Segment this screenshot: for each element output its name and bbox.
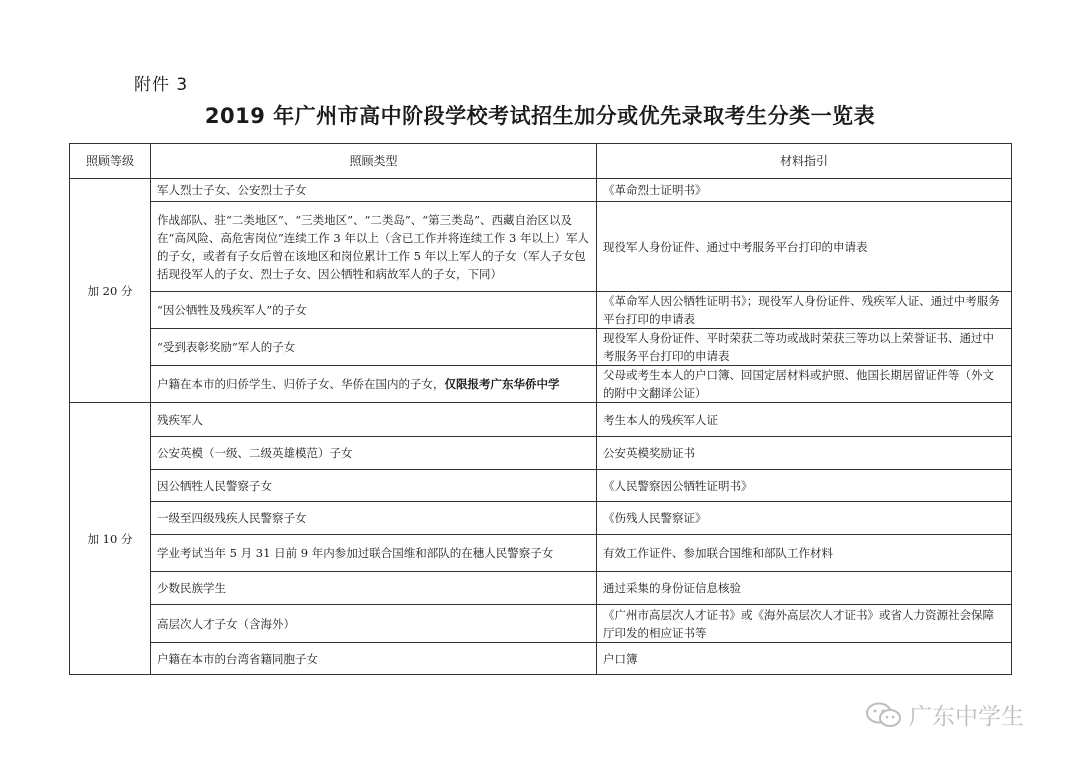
page-title: 2019 年广州市高中阶段学校考试招生加分或优先录取考生分类一览表 bbox=[204, 104, 876, 128]
type-cell: 学业考试当年 5 月 31 日前 9 年内参加过联合国维和部队的在穗人民警察子女 bbox=[151, 535, 597, 572]
material-cell: 现役军人身份证件、通过中考服务平台打印的申请表 bbox=[597, 202, 1012, 292]
table-row bbox=[70, 437, 1012, 470]
wechat-icon bbox=[865, 701, 903, 729]
watermark bbox=[865, 698, 1024, 731]
type-restriction-text: 仅限报考广东华侨中学 bbox=[444, 377, 560, 391]
material-cell: 父母或考生本人的户口簿、回国定居材料或护照、他国长期居留证件等（外文的附中文翻译公证） bbox=[597, 366, 1012, 403]
table-row bbox=[70, 292, 1012, 329]
material-cell: 《革命军人因公牺牲证明书》；现役军人身份证件、残疾军人证、通过中考服务平台打印的申请表 bbox=[597, 292, 1012, 329]
watermark-text: 广东中学生 bbox=[909, 704, 1024, 730]
table-row bbox=[70, 535, 1012, 572]
material-cell: 通过采集的身份证信息核验 bbox=[597, 572, 1012, 605]
type-cell: 军人烈士子女、公安烈士子女 bbox=[151, 179, 597, 202]
table-row bbox=[70, 643, 1012, 675]
table-row bbox=[70, 605, 1012, 643]
type-cell: 公安英模（一级、二级英雄模范）子女 bbox=[151, 437, 597, 470]
material-cell: 《广州市高层次人才证书》或《海外高层次人才证书》或省人力资源社会保障厅印发的相应证书等 bbox=[597, 605, 1012, 643]
table-row bbox=[70, 179, 1012, 202]
level-10-cell: 加 10 分 bbox=[70, 403, 151, 675]
type-cell: 残疾军人 bbox=[151, 403, 597, 437]
type-cell: 高层次人才子女（含海外） bbox=[151, 605, 597, 643]
attachment-label: 附件 3 bbox=[134, 75, 189, 95]
material-cell: 《革命烈士证明书》 bbox=[597, 179, 1012, 202]
material-cell: 有效工作证件、参加联合国维和部队工作材料 bbox=[597, 535, 1012, 572]
type-cell: 作战部队、驻“二类地区”、“三类地区”、“二类岛”、“第三类岛”、西藏自治区以及在“高风险、高危害岗位”连续工作 3 年以上（含已工作并将连续工作 3 年以上）军人的子女，或者有子女后曾在该地区和岗位累计工作 5 年以上军人的子女（军人子女包括现役军人的子女、烈士子女、因公牺牲和病故军人的子女，下同） bbox=[151, 202, 597, 292]
table-row bbox=[70, 403, 1012, 437]
type-text: 户籍在本市的归侨学生、归侨子女、华侨在国内的子女， bbox=[157, 377, 445, 391]
material-cell: 《人民警察因公牺牲证明书》 bbox=[597, 470, 1012, 502]
header-type: 照顾类型 bbox=[151, 144, 597, 179]
type-cell: 因公牺牲人民警察子女 bbox=[151, 470, 597, 502]
table-row bbox=[70, 572, 1012, 605]
header-material: 材料指引 bbox=[597, 144, 1012, 179]
material-cell: 公安英模奖励证书 bbox=[597, 437, 1012, 470]
table-row bbox=[70, 502, 1012, 535]
type-cell: 少数民族学生 bbox=[151, 572, 597, 605]
table-row bbox=[70, 202, 1012, 292]
type-cell: 户籍在本市的台湾省籍同胞子女 bbox=[151, 643, 597, 675]
material-cell: 《伤残人民警察证》 bbox=[597, 502, 1012, 535]
table-row bbox=[70, 329, 1012, 366]
type-cell bbox=[151, 366, 597, 403]
type-cell: “受到表彰奖励”军人的子女 bbox=[151, 329, 597, 366]
category-table bbox=[69, 143, 1012, 675]
level-20-cell: 加 20 分 bbox=[70, 179, 151, 403]
header-level: 照顾等级 bbox=[70, 144, 151, 179]
type-cell: 一级至四级残疾人民警察子女 bbox=[151, 502, 597, 535]
table-row bbox=[70, 366, 1012, 403]
material-cell: 现役军人身份证件、平时荣获二等功或战时荣获三等功以上荣誉证书、通过中考服务平台打印的申请表 bbox=[597, 329, 1012, 366]
table-row bbox=[70, 470, 1012, 502]
material-cell: 户口簿 bbox=[597, 643, 1012, 675]
type-cell: “因公牺牲及残疾军人”的子女 bbox=[151, 292, 597, 329]
table-header-row bbox=[70, 144, 1012, 179]
material-cell: 考生本人的残疾军人证 bbox=[597, 403, 1012, 437]
